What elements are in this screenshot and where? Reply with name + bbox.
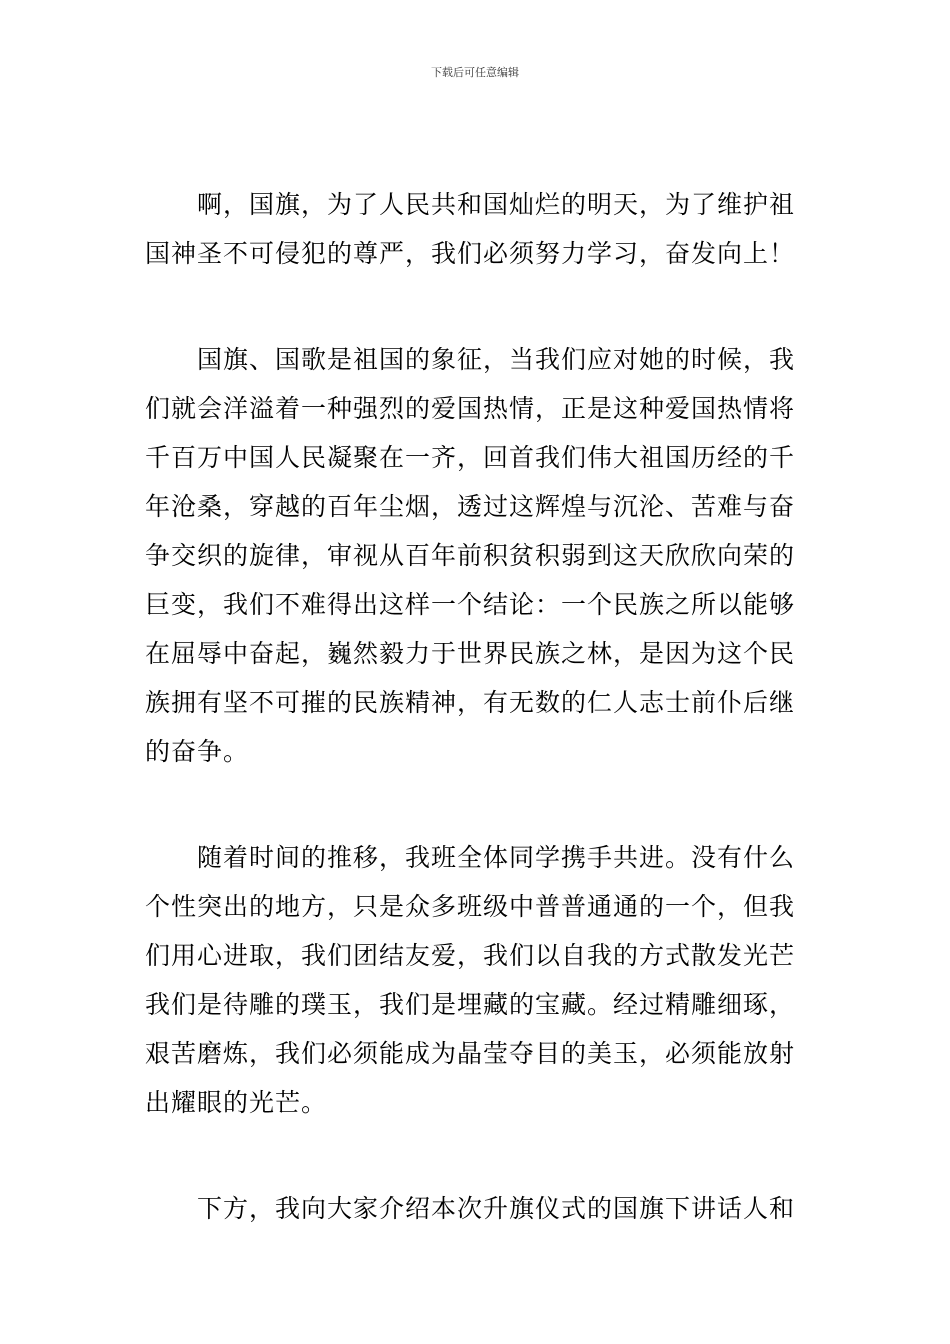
- header-note: 下载后可任意编辑: [431, 66, 519, 79]
- text-line: 国神圣不可侵犯的尊严，我们必须努力学习，奋发向上！: [145, 239, 796, 268]
- text-line: 族拥有坚不可摧的民族精神，有无数的仁人志士前仆后继: [145, 688, 796, 717]
- paragraph-gap: [145, 1127, 810, 1184]
- document-body: [145, 180, 810, 1233]
- text-line: 随着时间的推移，我班全体同学携手共进。没有什么: [197, 843, 796, 872]
- paragraph-gap: [145, 278, 810, 335]
- text-line: 们用心进取，我们团结友爱，我们以自我的方式散发光芒: [145, 941, 796, 970]
- paragraph-4: [145, 1184, 810, 1233]
- text-line: 我们是待雕的璞玉，我们是埋藏的宝藏。经过精雕细琢，: [145, 990, 796, 1019]
- text-line: 巨变，我们不难得出这样一个结论：一个民族之所以能够: [145, 590, 796, 619]
- paragraph-1: [145, 180, 810, 278]
- paragraph-3: [145, 833, 810, 1127]
- text-line: 争交织的旋律，审视从百年前积贫积弱到这天欣欣向荣的: [145, 541, 796, 570]
- text-line: 千百万中国人民凝聚在一齐，回首我们伟大祖国历经的千: [145, 443, 796, 472]
- text-line: 艰苦磨炼，我们必须能成为晶莹夺目的美玉，必须能放射: [145, 1039, 796, 1068]
- text-line: 们就会洋溢着一种强烈的爱国热情，正是这种爱国热情将: [145, 394, 796, 423]
- text-line: 下方，我向大家介绍本次升旗仪式的国旗下讲话人和: [197, 1194, 796, 1223]
- text-line: 个性突出的地方，只是众多班级中普普通通的一个，但我: [145, 892, 796, 921]
- text-line: 在屈辱中奋起，巍然毅力于世界民族之林，是因为这个民: [145, 639, 796, 668]
- text-line: 啊，国旗，为了人民共和国灿烂的明天，为了维护祖: [197, 190, 796, 219]
- text-line: 的奋争。: [145, 737, 250, 766]
- text-line: 出耀眼的光芒。: [145, 1088, 328, 1117]
- paragraph-2: [145, 335, 810, 776]
- paragraph-gap: [145, 776, 810, 833]
- text-line: 国旗、国歌是祖国的象征，当我们应对她的时候，我: [197, 345, 796, 374]
- page-header: [0, 66, 950, 80]
- text-line: 年沧桑，穿越的百年尘烟，透过这辉煌与沉沦、苦难与奋: [145, 492, 796, 521]
